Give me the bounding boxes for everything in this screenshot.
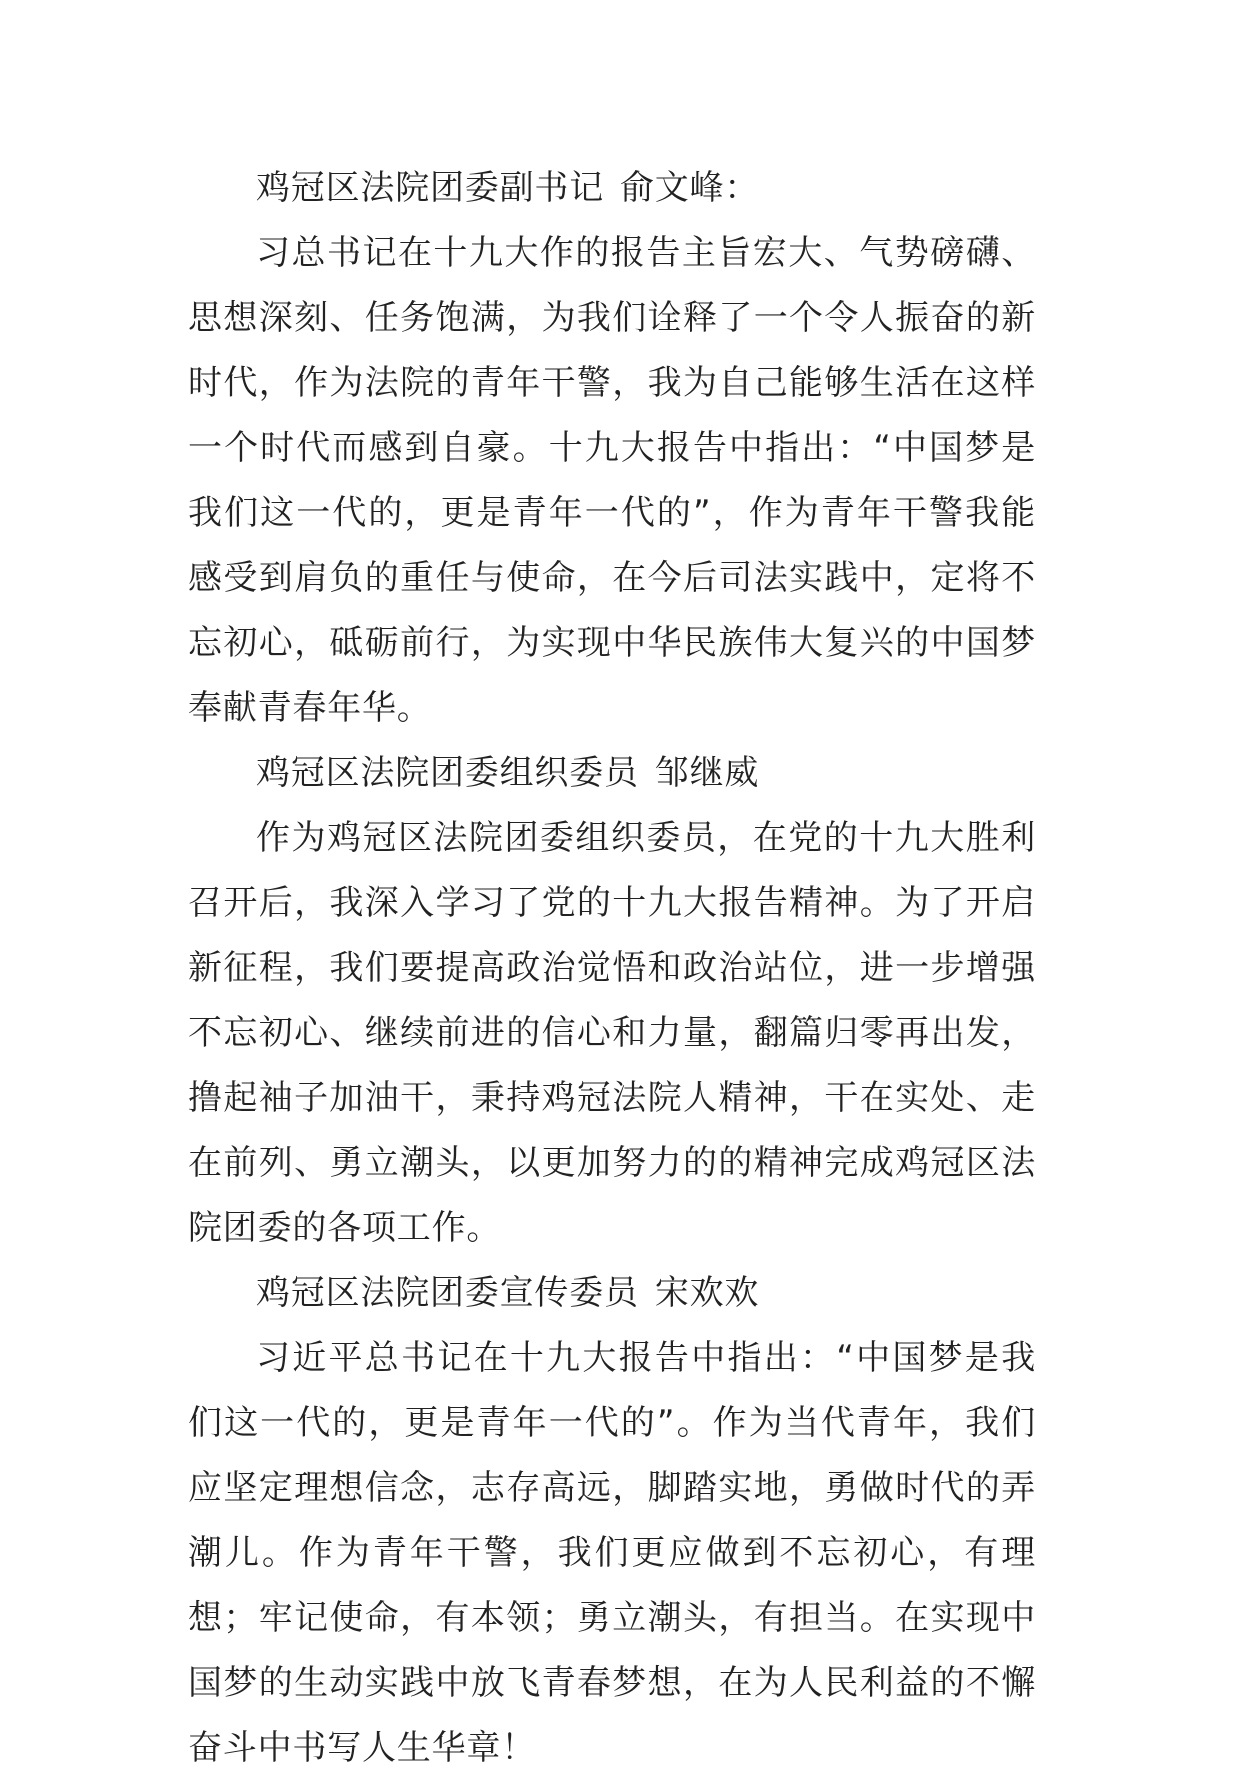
speaker-name: 宋欢欢: [654, 1273, 760, 1313]
speaker-name: 邹继威: [654, 753, 760, 793]
speaker-heading: [188, 741, 1036, 806]
speaker-title: 鸡冠区法院团委宣传委员: [256, 1273, 639, 1313]
speaker-heading: [188, 1261, 1036, 1326]
speaker-heading: [188, 156, 1036, 221]
speech-paragraph: 习总书记在十九大作的报告主旨宏大、气势磅礴、思想深刻、任务饱满，为我们诠释了一个令人振奋的新时代，作为法院的青年干警，我为自己能够生活在这样一个时代而感到自豪。十九大报告中指出：“中国梦是我们这一代的，更是青年一代的”，作为青年干警我能感受到肩负的重任与使命，在今后司法实践中，定将不忘初心，砥砺前行，为实现中华民族伟大复兴的中国梦奉献青春年华。: [188, 233, 1036, 728]
speaker-title: 鸡冠区法院团委副书记: [256, 168, 604, 208]
speech-paragraph: 习近平总书记在十九大报告中指出：“中国梦是我们这一代的，更是青年一代的”。作为当代青年，我们应坚定理想信念，志存高远，脚踏实地，勇做时代的弄潮儿。作为青年干警，我们更应做到不忘初心，有理想；牢记使命，有本领；勇立潮头，有担当。在实现中国梦的生动实践中放飞青春梦想，在为人民利益的不懈奋斗中书写人生华章！: [188, 1338, 1036, 1768]
speech-paragraph: 作为鸡冠区法院团委组织委员，在党的十九大胜利召开后，我深入学习了党的十九大报告精神。为了开启新征程，我们要提高政治觉悟和政治站位，进一步增强不忘初心、继续前进的信心和力量，翻篇归零再出发，撸起袖子加油干，秉持鸡冠法院人精神，干在实处、走在前列、勇立潮头，以更加努力的的精神完成鸡冠区法院团委的各项工作。: [188, 818, 1036, 1248]
speaker-title: 鸡冠区法院团委组织委员: [256, 753, 639, 793]
speaker-name: 俞文峰：: [620, 168, 760, 208]
document-page: [188, 156, 1036, 1781]
